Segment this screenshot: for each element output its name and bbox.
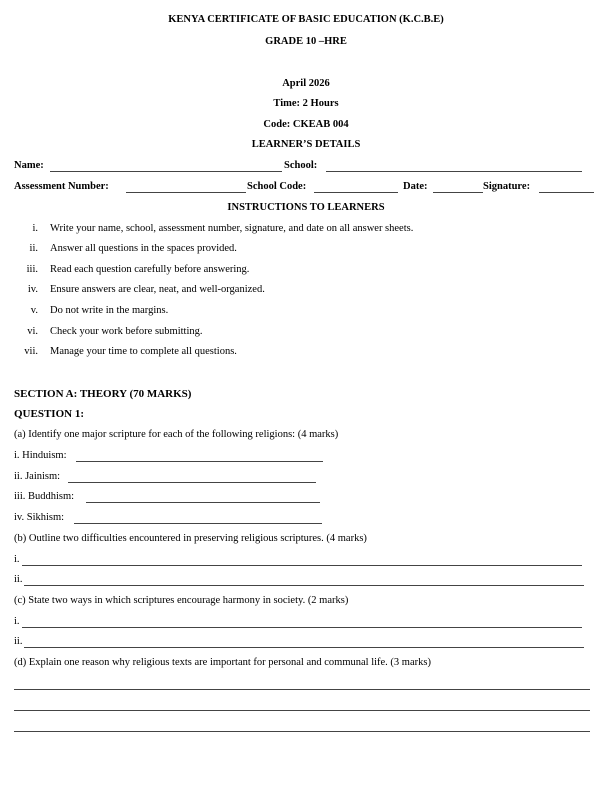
question-d-answer-line[interactable]	[14, 689, 590, 690]
name-label: Name:	[14, 160, 44, 171]
instruction-text: Read each question carefully before answering.	[50, 264, 250, 275]
exam-time: Time: 2 Hours	[273, 98, 339, 109]
exam-title: KENYA CERTIFICATE OF BASIC EDUCATION (K.C.B.E)	[168, 14, 444, 25]
question-heading: QUESTION 1:	[14, 408, 84, 420]
instruction-number: vii.	[24, 346, 38, 357]
date-field[interactable]	[433, 192, 483, 193]
instruction-number: ii.	[29, 243, 38, 254]
buddhism-label: iii. Buddhism:	[14, 491, 75, 502]
question-c-answer-line[interactable]	[22, 627, 582, 628]
jainism-label: ii. Jainism:	[14, 471, 61, 482]
instruction-text: Answer all questions in the spaces provided.	[50, 243, 237, 254]
assessment-number-field[interactable]	[126, 192, 246, 193]
instruction-text: Ensure answers are clear, neat, and well-organized.	[50, 284, 265, 295]
question-d-answer-line[interactable]	[14, 710, 590, 711]
question-b-item-label: i.	[14, 554, 20, 565]
instruction-text: Write your name, school, assessment number, signature, and date on all answer sheets.	[50, 223, 414, 234]
sikhism-answer-field[interactable]	[74, 523, 322, 524]
instruction-text: Do not write in the margins.	[50, 305, 169, 316]
exam-code: Code: CKEAB 004	[263, 119, 349, 130]
question-b-item-label: ii.	[14, 574, 23, 585]
question-c-answer-line[interactable]	[24, 647, 584, 648]
section-title: SECTION A: THEORY (70 MARKS)	[14, 388, 192, 400]
date-label: Date:	[403, 181, 428, 192]
question-d-answer-line[interactable]	[14, 731, 590, 732]
school-code-field[interactable]	[314, 192, 398, 193]
question-b-prompt: (b) Outline two difficulties encountered in preserving religious scriptures. (4 marks)	[14, 533, 367, 544]
hinduism-answer-field[interactable]	[76, 461, 323, 462]
question-a-prompt: (a) Identify one major scripture for each of the following religions: (4 marks)	[14, 429, 339, 440]
question-c-prompt: (c) State two ways in which scriptures encourage harmony in society. (2 marks)	[14, 595, 349, 606]
buddhism-answer-field[interactable]	[86, 502, 320, 503]
learner-details-heading: LEARNER’S DETAILS	[251, 139, 361, 150]
school-field[interactable]	[326, 171, 582, 172]
school-label: School:	[284, 160, 318, 171]
instruction-number: v.	[30, 305, 38, 316]
sikhism-label: iv. Sikhism:	[14, 512, 65, 523]
hinduism-label: i. Hinduism:	[14, 450, 67, 461]
instruction-text: Check your work before submitting.	[50, 326, 203, 337]
question-b-answer-line[interactable]	[22, 565, 582, 566]
instruction-text: Manage your time to complete all questions.	[50, 346, 237, 357]
instruction-number: iv.	[27, 284, 38, 295]
exam-grade: GRADE 10 –HRE	[265, 36, 347, 47]
school-code-label: School Code:	[247, 181, 307, 192]
exam-date: April 2026	[282, 78, 330, 89]
jainism-answer-field[interactable]	[68, 482, 316, 483]
signature-label: Signature:	[483, 181, 531, 192]
question-c-item-label: ii.	[14, 636, 23, 647]
question-b-answer-line[interactable]	[24, 585, 584, 586]
signature-field[interactable]	[539, 192, 594, 193]
question-d-prompt: (d) Explain one reason why religious texts are important for personal and communal life. (3 marks)	[14, 657, 431, 668]
question-c-item-label: i.	[14, 616, 20, 627]
instructions-heading: INSTRUCTIONS TO LEARNERS	[227, 202, 385, 213]
instruction-number: vi.	[27, 326, 38, 337]
instruction-number: i.	[32, 223, 38, 234]
name-field[interactable]	[50, 171, 282, 172]
assessment-number-label: Assessment Number:	[14, 181, 109, 192]
instruction-number: iii.	[26, 264, 38, 275]
